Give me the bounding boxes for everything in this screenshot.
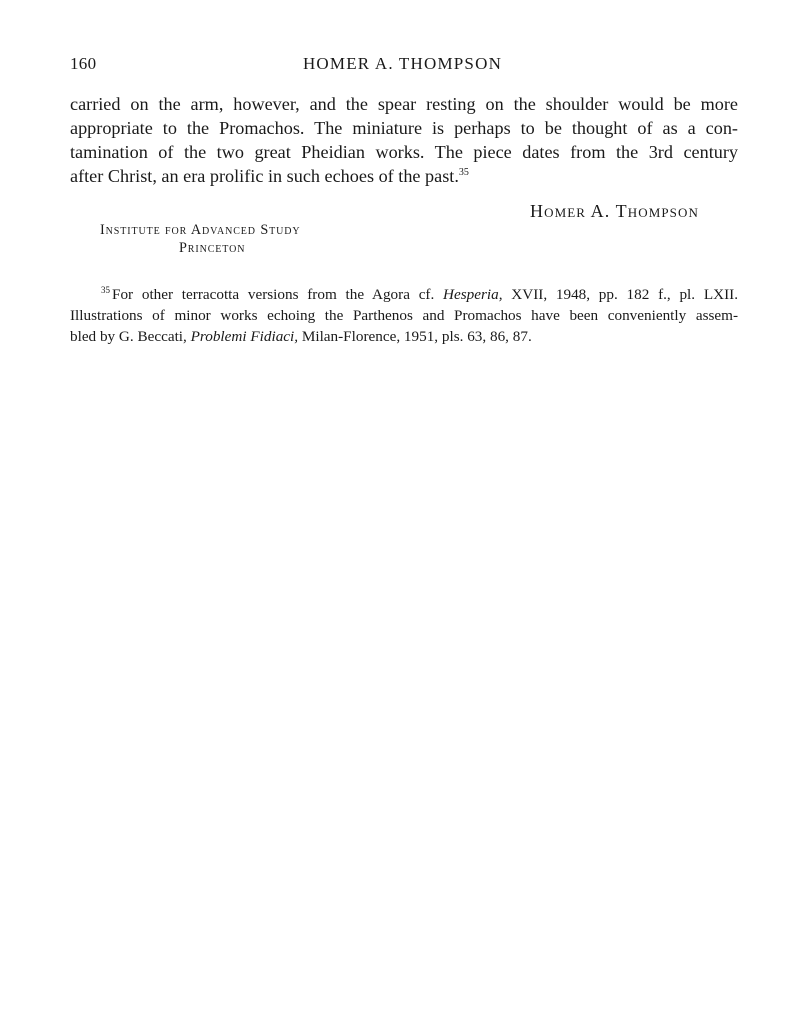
institution-name: Institute for Advanced Study <box>100 222 301 238</box>
author-affiliation <box>100 221 301 257</box>
footnote-line: Illustrations of minor works echoing the Parthenos and Promachos have been conveniently assem- <box>70 307 738 324</box>
body-line: tamination of the two great Pheidian works. The piece dates from the 3rd century <box>70 142 738 162</box>
institution-city: Princeton <box>179 240 246 256</box>
footnote-text: XVII, 1948, pp. 182 f., pl. LXII. <box>511 286 738 303</box>
footnote-number: 35 <box>101 285 110 295</box>
body-line-last <box>70 164 738 188</box>
page-number: 160 <box>70 54 97 73</box>
footnote-line <box>70 284 738 305</box>
body-line-text: after Christ, an era prolific in such echoes of the past. <box>70 166 459 186</box>
journal-title: Hesperia, <box>443 286 503 303</box>
footnote-text: For other terracotta versions from the Agora cf. <box>112 286 435 303</box>
footnote <box>70 284 738 347</box>
running-head: HOMER A. THOMPSON <box>302 54 503 73</box>
footnote-text: Milan-Florence, 1951, pls. 63, 86, 87. <box>301 328 532 345</box>
book-title: Problemi Fidiaci, <box>190 328 299 345</box>
body-line: carried on the arm, however, and the spear resting on the shoulder would be more <box>70 94 738 114</box>
footnote-text: bled by G. Beccati, <box>70 328 187 345</box>
footnote-line <box>70 326 738 347</box>
body-line: appropriate to the Promachos. The miniature is perhaps to be thought of as a con- <box>70 118 738 138</box>
author-signature: Homer A. Thompson <box>529 201 699 221</box>
body-paragraph <box>70 92 738 188</box>
footnote-reference: 35 <box>458 167 469 178</box>
